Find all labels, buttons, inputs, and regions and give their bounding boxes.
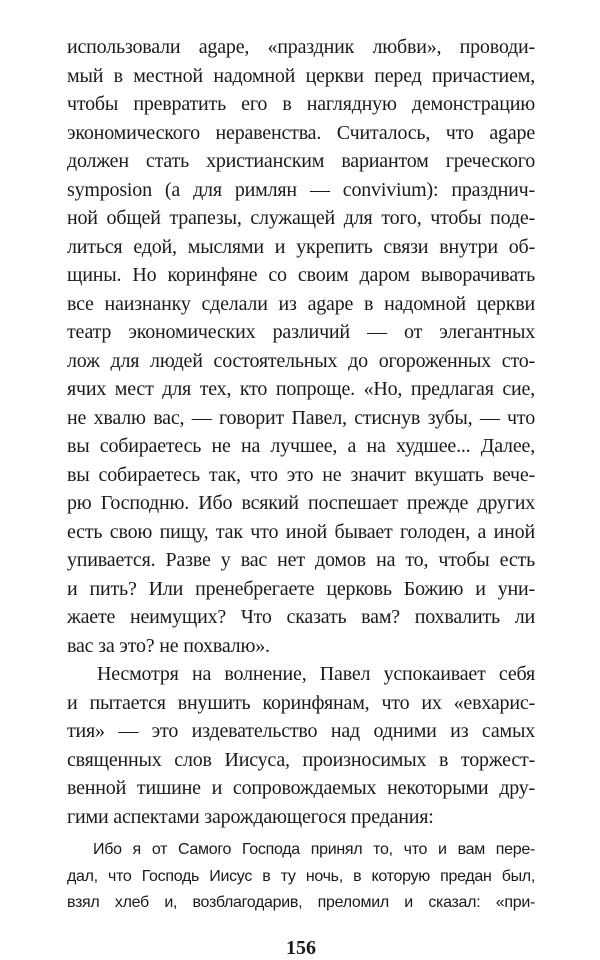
text-line: не хвалю вас, — говорит Павел, стиснув зубы, — что [67,406,535,429]
text-line: упивается. Разве у вас нет домов на то, чтобы есть [67,549,535,571]
text-line: театр экономических различий — от элегантных [67,321,535,343]
text-line: и пытается внушить коринфянам, что их «евхарис- [67,691,535,714]
text-line: symposion (а для римлян — convivium): празднич- [67,178,535,201]
text-line: щины. Но коринфяне со своим даром выворачивать [67,264,535,286]
text-line: мый в местной надомной церкви перед причастием, [67,64,535,87]
text-line: вас за это? не похвалю». [67,634,270,657]
text-line: гими аспектами зарождающегося предания: [67,805,434,828]
text-line: священных слов Иисуса, произносимых в торжест- [67,748,535,771]
text-line: взял хлеб и, возблагодарив, преломил и сказал: «при- [67,894,535,911]
text-line: дал, что Господь Иисус в ту ночь, в которую предан был, [67,867,535,885]
page-body [67,0,535,960]
text-line: ячих мест для тех, кто попроще. «Но, предлагая сие, [67,378,535,400]
text-line: чтобы превратить его в наглядную демонстрацию [67,93,535,115]
text-line: рю Господню. Ибо всякий поспешает прежде других [67,492,535,514]
paragraph-1 [67,33,535,660]
text-line: вы собираетесь не на лучшее, а на худшее... Далее, [67,435,535,457]
text-line: литься едой, мыслями и укрепить связи внутри об- [67,235,535,258]
text-line: должен стать христианским вариантом греческого [67,150,535,172]
text-line: жаете неимущих? Что сказать вам? похвалить ли [67,606,535,628]
quote-block [67,837,535,917]
text-line: использовали agape, «праздник любви», проводи- [67,36,535,58]
text-line: Несмотря на волнение, Павел успокаивает себя [97,663,535,685]
text-line: и пить? Или пренебрегаете церковь Божию и уни- [67,577,535,600]
text-line: есть свою пищу, так что иной бывает голоден, а иной [67,520,535,543]
text-line: венной тишине и сопровождаемых некоторыми дру- [67,777,535,799]
text-line: вы собираетесь так, что это не значит вкушать вече- [67,463,535,486]
text-line: тия» — это издевательство над одними из самых [67,720,535,742]
text-line: лож для людей состоятельных до огороженных сто- [67,349,535,372]
paragraph-2 [67,660,535,831]
text-line: ной общей трапезы, служащей для того, чтобы поде- [67,207,535,229]
text-line: экономического неравенства. Считалось, что agape [67,121,535,144]
text-line: все наизнанку сделали из agape в надомной церкви [67,292,535,315]
text-line: Ибо я от Самого Господа принял то, что и вам пере- [93,841,535,858]
page-number: 156 [286,936,316,959]
